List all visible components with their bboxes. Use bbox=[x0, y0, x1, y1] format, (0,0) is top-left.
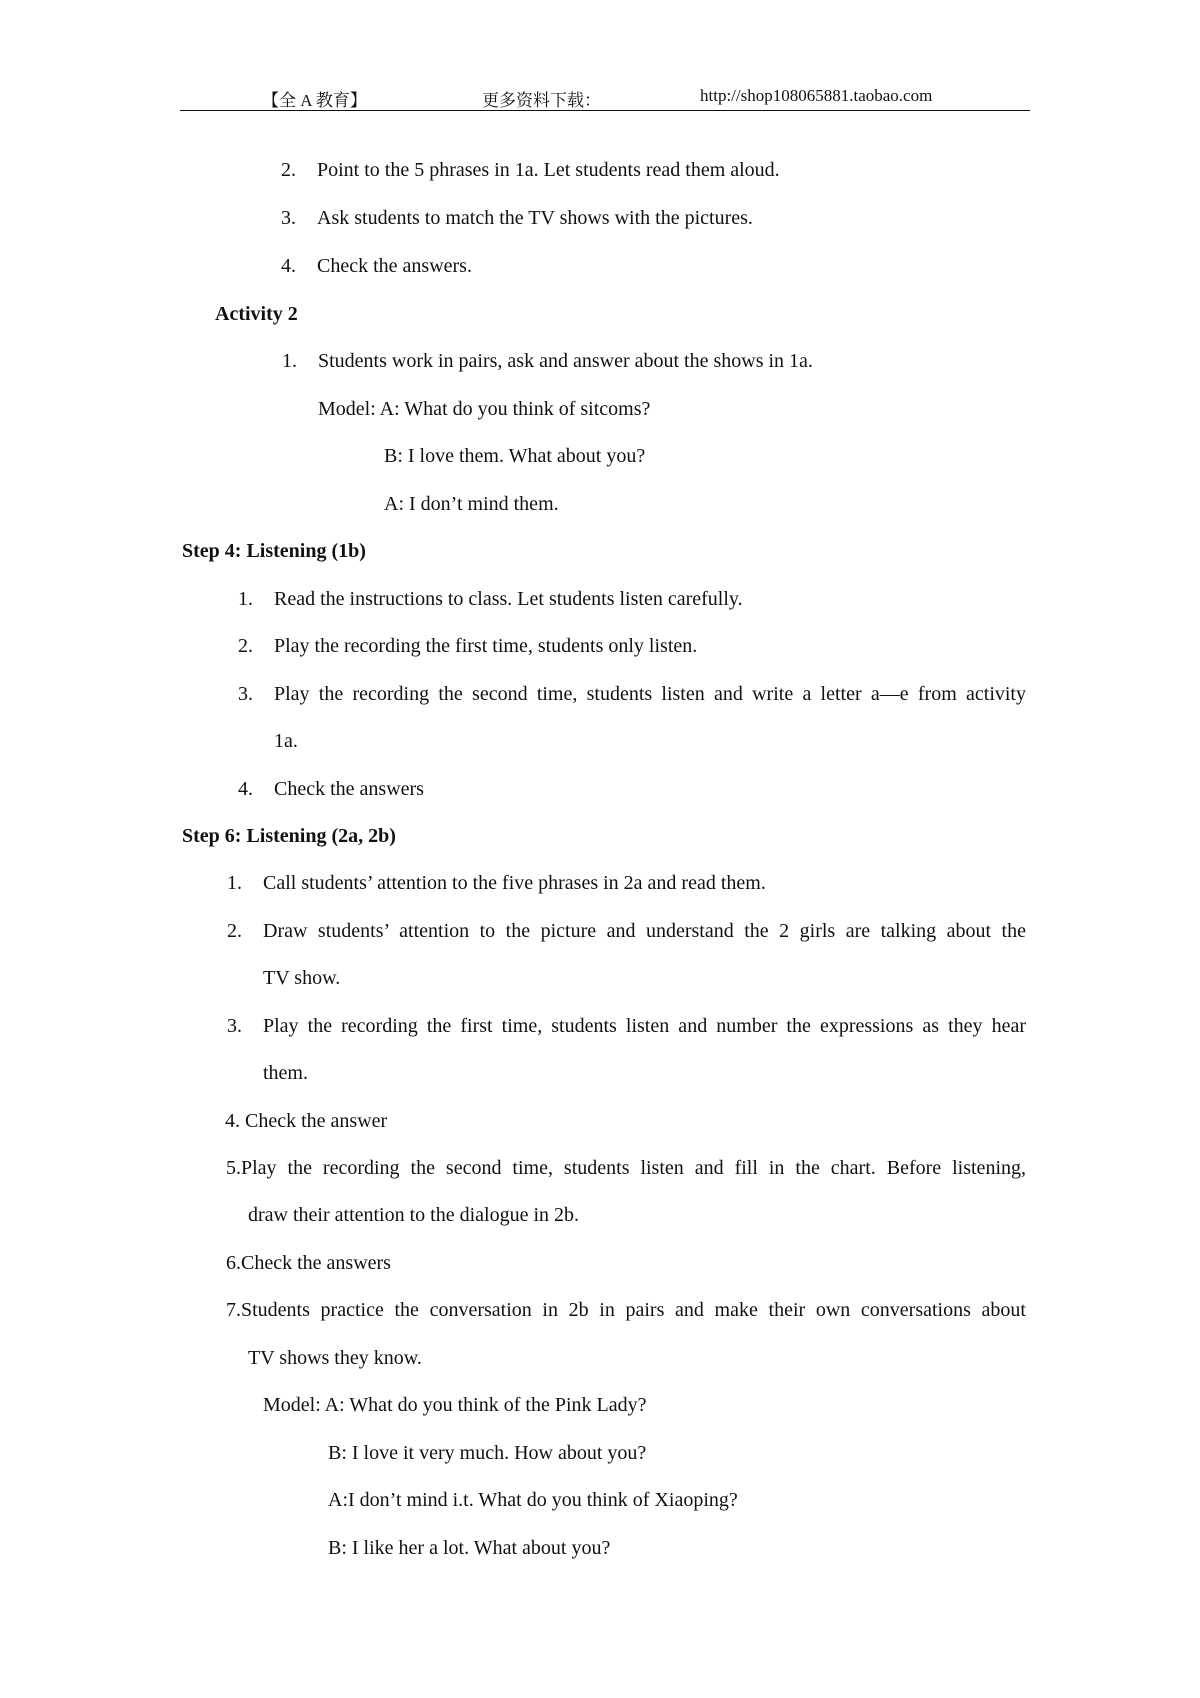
list-item-continuation: TV shows they know. bbox=[248, 1347, 422, 1369]
list-item: Play the recording the second time, students listen and write a letter a—e from activity bbox=[274, 683, 1026, 705]
model-line: B: I love it very much. How about you? bbox=[328, 1442, 647, 1464]
list-item-number: 2. bbox=[227, 920, 242, 942]
header-url: http://shop108065881.taobao.com bbox=[700, 86, 933, 105]
list-item-number: 2. bbox=[281, 159, 296, 181]
step-heading: Step 4: Listening (1b) bbox=[182, 540, 366, 562]
step-heading: Step 6: Listening (2a, 2b) bbox=[182, 825, 396, 847]
model-line: Model: A: What do you think of sitcoms? bbox=[318, 398, 651, 420]
list-item: Draw students’ attention to the picture and understand the 2 girls are talking about the bbox=[263, 920, 1026, 942]
header-brand: 【全 A 教育】 bbox=[262, 91, 367, 110]
list-item: Point to the 5 phrases in 1a. Let students read them aloud. bbox=[317, 159, 780, 181]
list-item-number: 1. bbox=[227, 872, 242, 894]
list-item: Check the answers bbox=[274, 778, 424, 800]
list-item-continuation: TV show. bbox=[263, 967, 341, 989]
list-item: Ask students to match the TV shows with the pictures. bbox=[317, 207, 753, 229]
model-line: B: I love them. What about you? bbox=[384, 445, 646, 467]
list-item-continuation: them. bbox=[263, 1062, 308, 1084]
model-line: A:I don’t mind i.t. What do you think of Xiaoping? bbox=[328, 1489, 738, 1511]
list-item-continuation: 1a. bbox=[274, 730, 298, 752]
list-item: Students work in pairs, ask and answer about the shows in 1a. bbox=[318, 350, 813, 372]
model-line: A: I don’t mind them. bbox=[384, 493, 559, 515]
list-item-continuation: draw their attention to the dialogue in 2b. bbox=[248, 1204, 580, 1226]
list-item: Check the answers. bbox=[317, 255, 472, 277]
list-item-number: 3. bbox=[227, 1015, 242, 1037]
list-item-number: 4. bbox=[238, 778, 253, 800]
header-rule bbox=[180, 110, 1030, 111]
model-line: B: I like her a lot. What about you? bbox=[328, 1537, 611, 1559]
list-item: 6.Check the answers bbox=[226, 1252, 391, 1274]
list-item: 7.Students practice the conversation in 2b in pairs and make their own conversations about bbox=[226, 1299, 1026, 1321]
list-item: Play the recording the first time, students listen and number the expressions as they hear bbox=[263, 1015, 1026, 1037]
list-item-number: 3. bbox=[281, 207, 296, 229]
list-item-number: 1. bbox=[238, 588, 253, 610]
list-item: Read the instructions to class. Let students listen carefully. bbox=[274, 588, 743, 610]
list-item: 4. Check the answer bbox=[225, 1110, 388, 1132]
list-item-number: 3. bbox=[238, 683, 253, 705]
list-item: 5.Play the recording the second time, students listen and fill in the chart. Before listening, bbox=[226, 1157, 1026, 1179]
header-download-label: 更多资料下载： bbox=[482, 91, 601, 110]
list-item-number: 4. bbox=[281, 255, 296, 277]
list-item: Call students’ attention to the five phrases in 2a and read them. bbox=[263, 872, 766, 894]
list-item: Play the recording the first time, students only listen. bbox=[274, 635, 698, 657]
activity-heading: Activity 2 bbox=[215, 303, 298, 325]
list-item-number: 2. bbox=[238, 635, 253, 657]
list-item-number: 1. bbox=[282, 350, 297, 372]
model-line: Model: A: What do you think of the Pink Lady? bbox=[263, 1394, 647, 1416]
